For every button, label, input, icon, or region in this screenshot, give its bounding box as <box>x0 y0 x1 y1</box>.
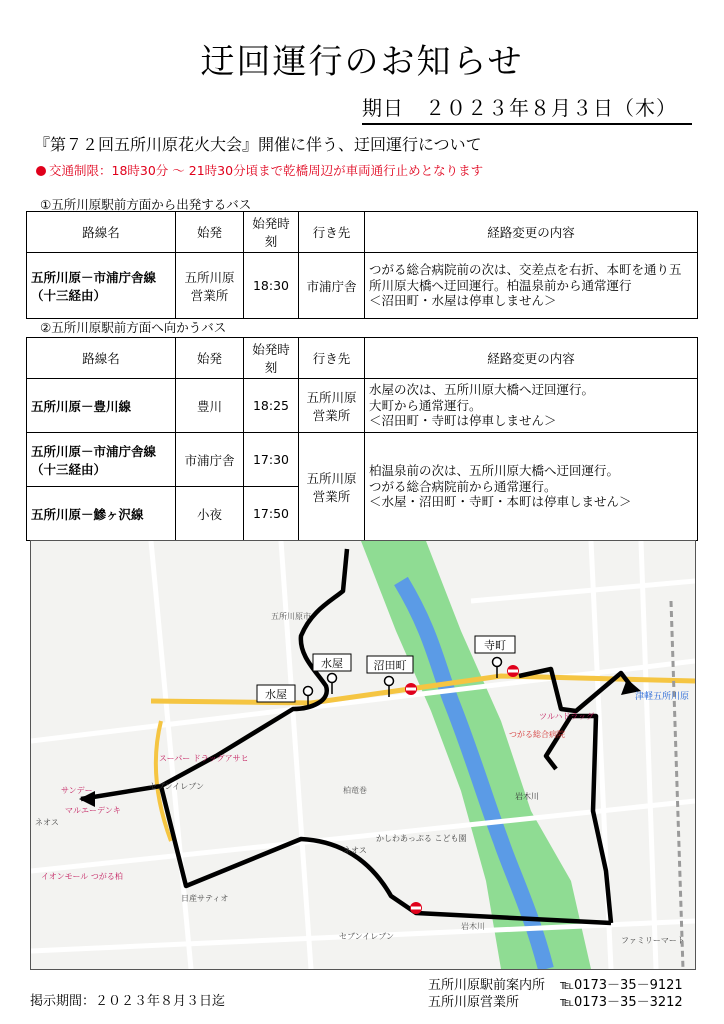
no-entry-icon <box>405 683 417 695</box>
poi-aeon: イオンモール つがる柏 <box>41 872 123 881</box>
table-header-row <box>27 212 698 253</box>
date-line: 期日 ２０２３年８月３日（木） <box>362 92 692 125</box>
section2-table <box>26 337 698 541</box>
origin: 小夜 <box>176 487 244 541</box>
route-change-detail: 水屋の次は、五所川原大橋へ迂回運行。 大町から通常運行。 ＜沼田町・寺町は停車しません＞ <box>365 379 698 433</box>
poi-drug: スーパー ドラッグアサヒ <box>159 754 249 763</box>
start-time: 18:30 <box>244 253 299 319</box>
poi-nissan: 日産サティオ <box>181 894 229 903</box>
poi-kashiwa: かしわあっぷる こども園 <box>376 834 467 843</box>
col-origin: 始発 <box>176 338 244 379</box>
page-title: 迂回運行のお知らせ <box>200 42 524 82</box>
poi-familymart: ファミリーマート <box>621 936 685 945</box>
origin: 豊川 <box>176 379 244 433</box>
red-dot-icon <box>36 166 46 176</box>
poi-tsuruha: ツルハドラッグ <box>539 712 595 721</box>
destination: 五所川原 営業所 <box>299 433 365 541</box>
office1-tel: ℡0173－35－9121 <box>560 978 683 993</box>
col-time: 始発時刻 <box>244 212 299 253</box>
poi-neos2: ネオス <box>343 846 367 855</box>
destination: 市浦庁舎 <box>299 253 365 319</box>
start-time: 18:25 <box>244 379 299 433</box>
start-time: 17:30 <box>244 433 299 487</box>
section1-title: ①五所川原駅前方面から出発するバス <box>40 197 252 212</box>
col-detail: 経路変更の内容 <box>365 212 698 253</box>
table-row <box>27 433 698 487</box>
section2-title: ②五所川原駅前方面へ向かうバス <box>40 320 227 335</box>
col-origin: 始発 <box>176 212 244 253</box>
area-iwaki: 岩木川 <box>461 922 485 931</box>
poi-hospital: つがる総合病院 <box>509 730 565 739</box>
stop-label-mizuya1: 水屋 <box>265 688 287 701</box>
poi-seven2: セブンイレブン <box>339 932 394 941</box>
route-name: 五所川原－市浦庁舎線 （十三経由） <box>27 433 176 487</box>
poi-sunday: サンデー <box>61 786 93 795</box>
table-row <box>27 379 698 433</box>
poi-neos1: ネオス <box>35 818 59 827</box>
col-detail: 経路変更の内容 <box>365 338 698 379</box>
no-entry-icon <box>410 902 422 914</box>
river-label: 岩木川 <box>515 792 539 801</box>
origin: 市浦庁舎 <box>176 433 244 487</box>
stop-label-numatacho: 沼田町 <box>373 659 407 672</box>
poi-seven1: セブンイレブン <box>149 782 204 791</box>
route-change-detail: 柏温泉前の次は、五所川原大橋へ迂回運行。 つがる総合病院前から通常運行。 ＜水屋・沼田町・寺町・本町は停車しません＞ <box>365 433 698 541</box>
col-destination: 行き先 <box>299 212 365 253</box>
route-name: 五所川原－市浦庁舎線 （十三経由） <box>27 253 176 319</box>
origin: 五所川原 営業所 <box>176 253 244 319</box>
subtitle: 『第７２回五所川原花火大会』開催に伴う、迂回運行について <box>34 135 482 154</box>
area-label: 柏竜巻 <box>343 786 367 795</box>
station-label: 津軽五所川原 <box>635 692 690 702</box>
no-entry-icon <box>507 665 519 677</box>
route-name: 五所川原－鰺ヶ沢線 <box>27 487 176 541</box>
table-header-row <box>27 338 698 379</box>
office2-name: 五所川原営業所 <box>428 995 520 1010</box>
detour-map <box>30 540 696 970</box>
col-route: 路線名 <box>27 338 176 379</box>
col-route: 路線名 <box>27 212 176 253</box>
route-name: 五所川原－豊川線 <box>27 379 176 433</box>
col-destination: 行き先 <box>299 338 365 379</box>
traffic-notice <box>36 161 483 179</box>
map-svg <box>31 541 695 969</box>
start-time: 17:50 <box>244 487 299 541</box>
poi-maruedenki: マルエーデンキ <box>65 806 121 815</box>
office2-tel: ℡0173－35－3212 <box>560 995 683 1010</box>
posting-period: 掲示期間：２０２３年８月３日迄 <box>30 994 226 1009</box>
route-change-detail: つがる総合病院前の次は、交差点を右折、本町を通り五所川原大橋へ迂回運行。柏温泉前から通常運行 ＜沼田町・水屋は停車しません＞ <box>365 253 698 319</box>
table-row <box>27 253 698 319</box>
area-gosho: 五所川原市 <box>271 612 311 621</box>
office1-name: 五所川原駅前案内所 <box>428 978 546 993</box>
stop-label-teramachi: 寺町 <box>484 639 506 652</box>
col-time: 始発時刻 <box>244 338 299 379</box>
destination: 五所川原 営業所 <box>299 379 365 433</box>
stop-label-mizuya2: 水屋 <box>321 657 343 670</box>
traffic-notice-text: 交通制限：18時30分 ～ 21時30分頃まで乾橋周辺が車両通行止めとなります <box>49 163 484 178</box>
section1-table <box>26 211 698 319</box>
